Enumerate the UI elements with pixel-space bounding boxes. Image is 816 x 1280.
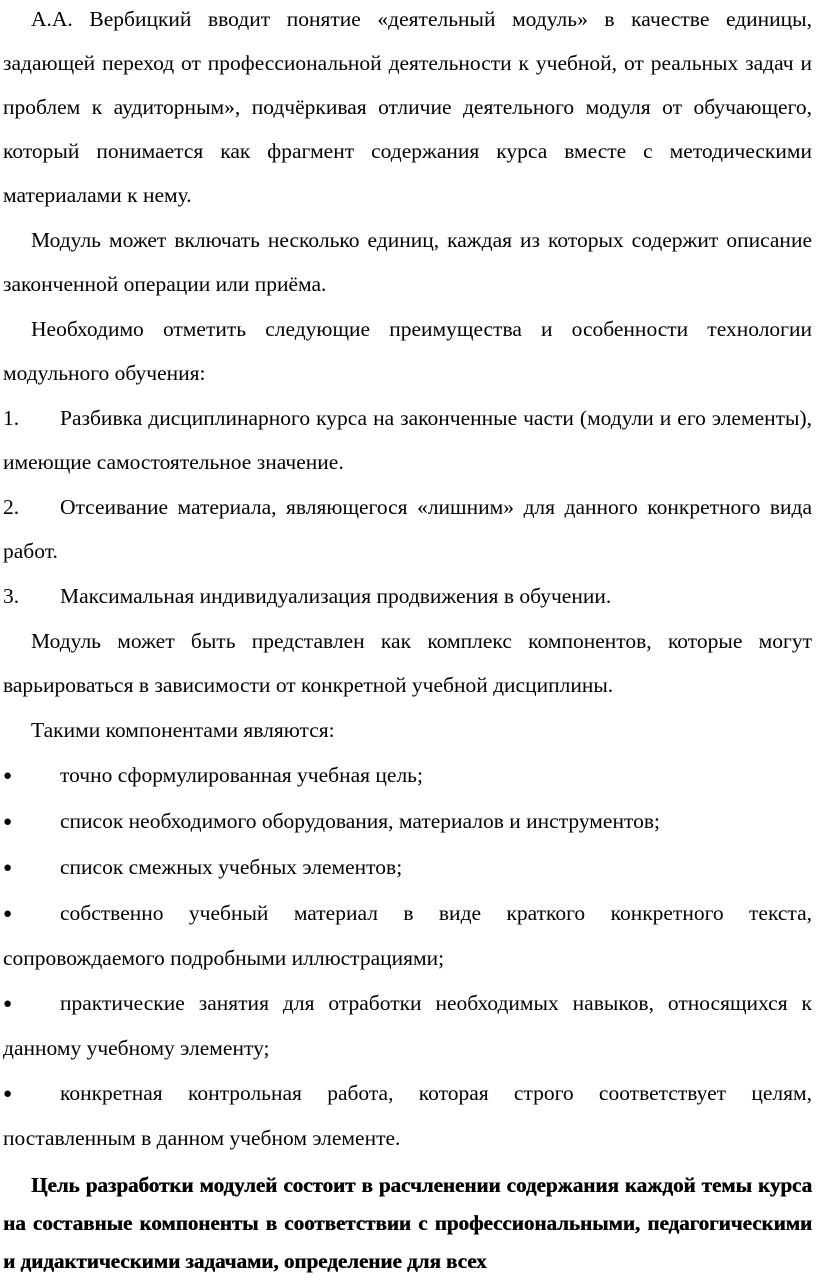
list-item-text: Разбивка дисциплинарного курса на законченные части (модули и его элементы), имеющие самостоятельное значение. [3,406,812,474]
bullet-icon: ● [3,996,13,1012]
paragraph-module-goal: Цель разработки модулей состоит в расчленении содержания каждой темы курса на составные компоненты в соответствии с профессиональными, педагогическими и дидактическими задачами, определение для всех [3,1173,812,1273]
list-number: 1. [3,406,20,430]
list-number: 2. [3,495,20,519]
list-item-text: Максимальная индивидуализация продвижения в обучении. [60,584,612,608]
list-item-text: точно сформулированная учебная цель; [60,763,423,787]
bullet-icon: ● [3,860,13,876]
bullet-item-3 [3,845,812,890]
bullet-item-4 [3,891,812,980]
bullet-icon: ● [3,814,13,830]
numbered-item-3 [3,574,812,618]
numbered-item-2 [3,485,812,573]
list-item-text: список смежных учебных элементов; [60,855,403,879]
list-item-text: конкретная контрольная работа, которая строго соответствует целям, поставленным в данном учебном элементе. [3,1081,812,1150]
list-item-text: список необходимого оборудования, материалов и инструментов; [60,809,660,833]
bullet-icon: ● [3,768,13,784]
paragraph-module-units: Модуль может включать несколько единиц, каждая из которых содержит описание законченной операции или приёма. [3,228,812,296]
bullet-icon: ● [3,1086,13,1102]
numbered-item-1 [3,396,812,484]
list-item-text: практические занятия для отработки необходимых навыков, относящихся к данному учебному элементу; [3,991,812,1060]
bullet-item-2 [3,799,812,844]
bullet-icon: ● [3,906,13,922]
paragraph-module-complex: Модуль может быть представлен как комплекс компонентов, которые могут варьироваться в зависимости от конкретной учебной дисциплины. [3,629,812,697]
list-item-text: собственно учебный материал в виде краткого конкретного текста, сопровождаемого подробными иллюстрациями; [3,901,812,970]
bullet-item-6 [3,1071,812,1160]
bullet-item-1 [3,753,812,798]
bullet-item-5 [3,981,812,1070]
paragraph-components-intro: Такими компонентами являются: [31,718,335,742]
list-item-text: Отсеивание материала, являющегося «лишним» для данного конкретного вида работ. [3,495,812,563]
paragraph-advantages-intro: Необходимо отметить следующие преимущества и особенности технологии модульного обучения: [3,317,812,385]
list-number: 3. [3,584,20,608]
paragraph-verbitsky: А.А. Вербицкий вводит понятие «деятельный модуль» в качестве единицы, задающей переход от профессиональной деятельности к учебной, от реальных задач и проблем к аудиторным», подчёркивая отличие деятельного модуля от обучающего, который понимается как фрагмент содержания курса вместе с методическими материалами к нему. [3,7,812,207]
